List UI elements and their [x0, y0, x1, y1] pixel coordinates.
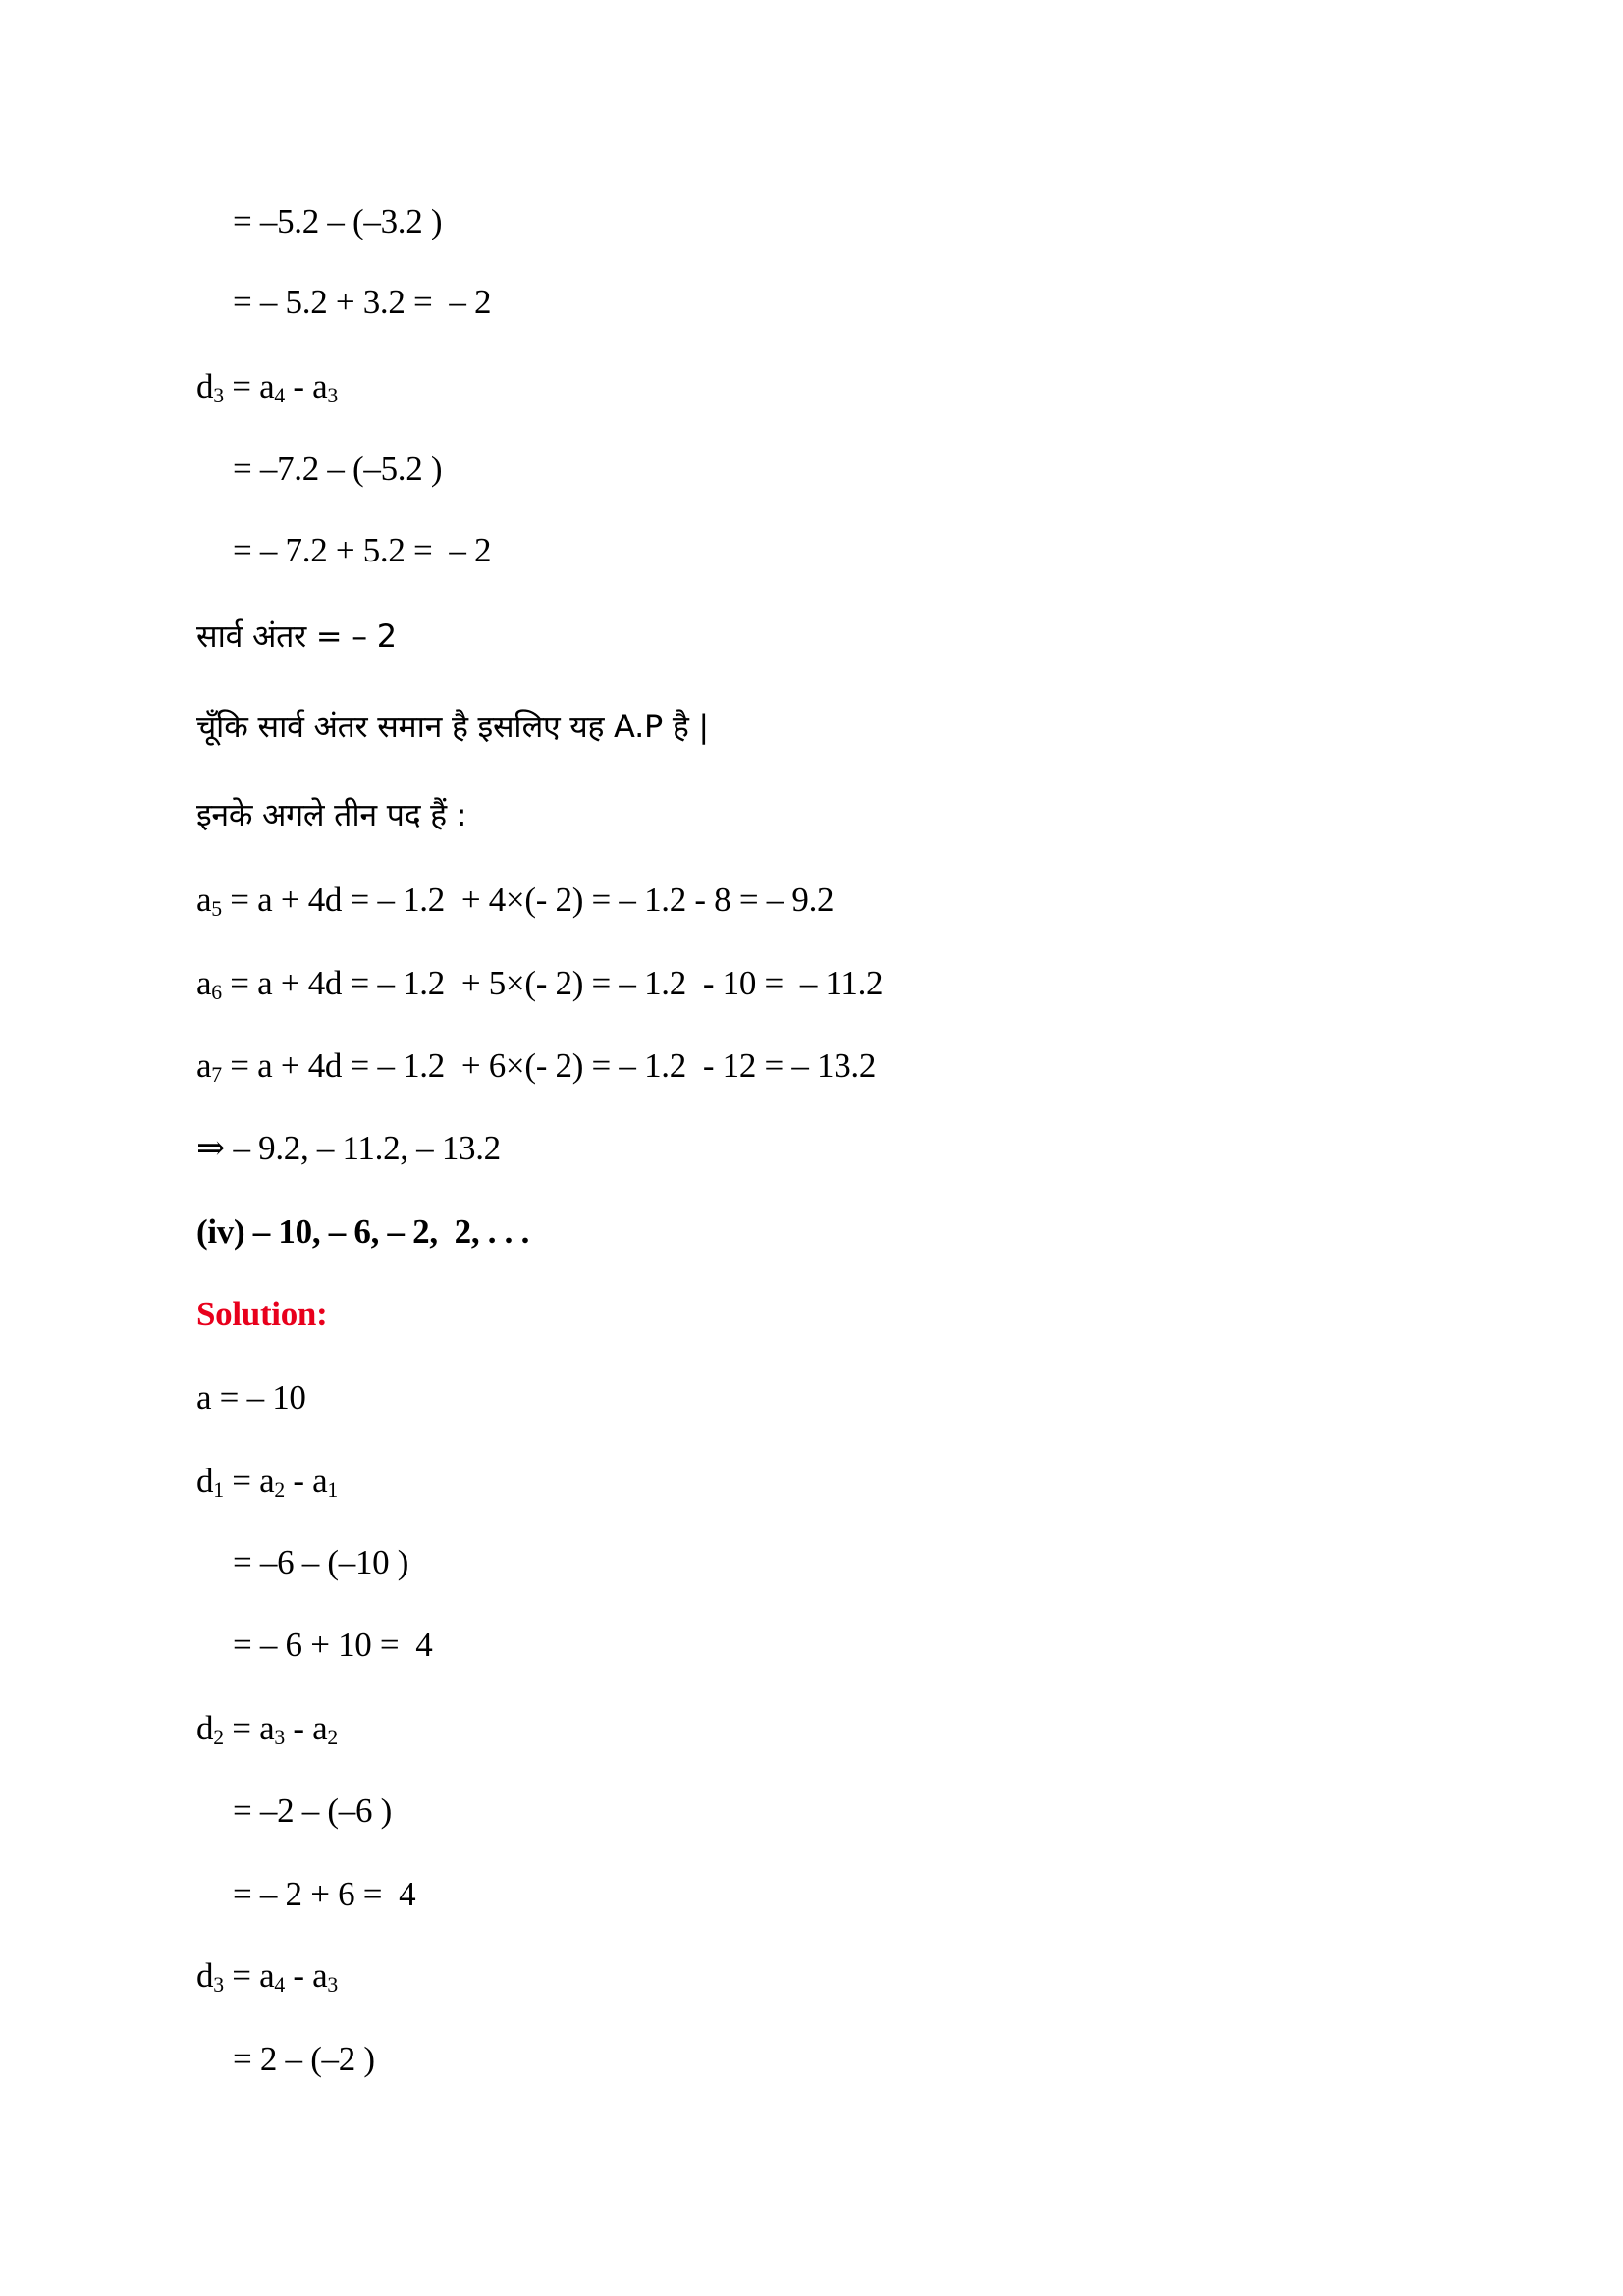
symbol: - a [284, 1956, 328, 1995]
first-term-value: a = – 10 [196, 1378, 306, 1416]
symbol: d [196, 1709, 214, 1747]
subscript: 3 [327, 383, 338, 407]
expression: = a + 4d = – 1.2 + 4×(- 2) = – 1.2 - 8 = – 9.2 [221, 881, 835, 919]
symbol: d [196, 367, 214, 405]
equation-line: = –6 – (–10 ) [233, 1543, 409, 1581]
equation-line: = –7.2 – (–5.2 ) [233, 450, 443, 488]
solution-heading: Solution: [196, 1295, 328, 1333]
symbol: - a [284, 1709, 328, 1747]
ap-conclusion-statement: चूँकि सार्व अंतर समान है इसलिए यह A.P है | [196, 708, 709, 745]
equation-line: = – 5.2 + 3.2 = – 2 [233, 283, 492, 321]
term-a6-equation [196, 962, 883, 1005]
equation-line: = 2 – (–2 ) [233, 2040, 375, 2078]
next-terms-result: ⇒ – 9.2, – 11.2, – 13.2 [196, 1129, 501, 1167]
symbol: d [196, 1956, 214, 1995]
equation-line: = – 7.2 + 5.2 = – 2 [233, 531, 492, 569]
symbol: d [196, 1462, 214, 1500]
subscript: 4 [274, 1972, 285, 1997]
term-a5-equation [196, 879, 834, 922]
subscript: 7 [211, 1062, 222, 1087]
symbol: - a [284, 1462, 328, 1500]
term-a7-equation [196, 1044, 876, 1088]
subscript: 1 [213, 1477, 224, 1502]
difference-d1-formula [196, 1460, 338, 1503]
symbol: = a [223, 1956, 275, 1995]
subscript: 3 [274, 1725, 285, 1749]
equation-line: = –2 – (–6 ) [233, 1791, 392, 1830]
subscript: 2 [213, 1725, 224, 1749]
subscript: 2 [274, 1477, 285, 1502]
symbol: a [196, 1046, 212, 1085]
symbol: a [196, 881, 212, 919]
expression: = a + 4d = – 1.2 + 6×(- 2) = – 1.2 - 12 = – 13.2 [221, 1046, 877, 1085]
subscript: 3 [327, 1972, 338, 1997]
subscript: 3 [213, 1972, 224, 1997]
subscript: 1 [327, 1477, 338, 1502]
subscript: 6 [211, 980, 222, 1004]
equation-line: = – 2 + 6 = 4 [233, 1875, 416, 1913]
difference-d3-formula [196, 1954, 338, 1998]
symbol: = a [223, 367, 275, 405]
symbol: = a [223, 1462, 275, 1500]
symbol: - a [284, 367, 328, 405]
equation-line: = – 6 + 10 = 4 [233, 1626, 433, 1664]
expression: = a + 4d = – 1.2 + 5×(- 2) = – 1.2 - 10 = – 11.2 [221, 964, 884, 1002]
symbol: a [196, 964, 212, 1002]
difference-d2-formula [196, 1707, 338, 1750]
question-iv-heading: (iv) – 10, – 6, – 2, 2, . . . [196, 1212, 530, 1251]
subscript: 4 [274, 383, 285, 407]
difference-d3-formula [196, 365, 338, 408]
subscript: 2 [327, 1725, 338, 1749]
subscript: 3 [213, 383, 224, 407]
next-terms-heading: इनके अगले तीन पद हैं : [196, 796, 467, 833]
subscript: 5 [211, 896, 222, 921]
symbol: = a [223, 1709, 275, 1747]
common-difference-statement: सार्व अंतर = – 2 [196, 617, 397, 655]
equation-line: = –5.2 – (–3.2 ) [233, 202, 443, 240]
